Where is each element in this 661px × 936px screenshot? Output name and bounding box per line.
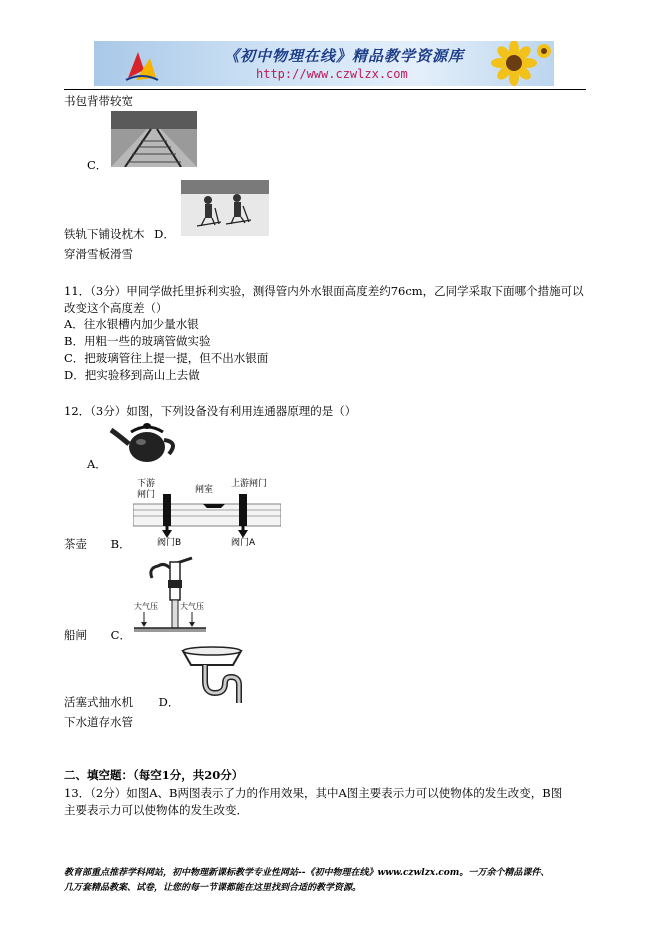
q10-option-b-text: 书包背带较宽 [64,94,133,108]
footer [64,866,604,896]
piston-pump-diagram [130,556,210,638]
q13-line1: 13．（2分）如图A、B两图表示了力的作用效果，其中A图主要表示力可以使物体的发生改变，B图 [64,786,563,800]
q12-option-c-label: C． [110,628,131,642]
q11-stem-line1: 11．（3分）甲同学做托里拆利实验，测得管内外水银面高度差约76cm，乙同学采取下面哪个措施可以 [64,284,584,298]
ship-lock-diagram [133,476,281,546]
q11-option-b: B．用粗一些的玻璃管做实验 [64,334,211,348]
q11-option-d: D．把实验移到高山上去做 [64,368,200,382]
q12-option-a-label: A． [87,457,107,471]
header-banner [94,41,554,86]
lock-label-downstream-2: 闸门 [137,490,156,500]
q12-option-b-text [64,627,131,643]
lock-label-valve-b: 阀门B [157,538,182,546]
drain-trap-diagram [181,645,243,703]
footer-line2: 几万套精品教案、试卷，让您的每一节课都能在这里找到合适的教学资源。 [64,883,362,893]
q12-option-a-text [64,536,131,552]
q11-option-a: A．往水银槽内加少量水银 [64,317,199,331]
lock-label-chamber: 闸室 [195,485,214,495]
q12-stem: 12．（3分）如图，下列设备没有利用连通器原理的是（） [64,404,357,418]
q12-option-b-caption: 船闸 [64,628,87,642]
lock-label-downstream-1: 下游 [137,479,156,489]
lock-label-valve-a: 阀门A [231,538,256,546]
q12-option-a-caption: 茶壶 [64,537,87,551]
skiing-photo [181,180,269,236]
q10-option-d-text: 穿滑雪板滑雪 [64,247,133,261]
pump-label-right: 大气压 [180,602,204,611]
header-rule [64,89,586,90]
q12-option-c-text [64,694,179,710]
sunflower-icon [484,41,554,86]
q11-stem-line2: 改变这个高度差（） [64,301,168,315]
footer-line1: 教育部重点推荐学科网站，初中物理新课标教学专业性网站--《初中物理在线》www.czwlzx.com。一万余个精品课件、 [64,868,550,878]
teapot-icon [109,420,181,466]
q12-option-b-label: B． [110,537,131,551]
q12-option-d-label: D． [158,695,180,709]
q11-option-c: C．把玻璃管往上提一提，但不出水银面 [64,351,269,365]
q10-option-c-caption: 铁轨下铺设枕木 [64,227,145,241]
banner-title: 《初中物理在线》精品教学资源库 [224,47,465,65]
section-heading: 二、填空题：（每空1分，共20分） [64,768,244,782]
q10-option-d-label: D． [154,227,175,241]
q10-option-c-label: C． [87,158,108,172]
q13-line2: 主要表示力可以使物体的发生改变． [64,803,248,817]
q12-option-c-caption: 活塞式抽水机 [64,695,133,709]
railway-photo [111,111,197,167]
q12-option-d-text: 下水道存水管 [64,715,133,729]
banner-url: http://www.czwlzx.com [256,67,408,81]
lock-label-upstream: 上游闸门 [231,479,268,489]
pump-label-left: 大气压 [134,602,158,611]
q10-option-c-text [64,226,175,242]
logo-icon [122,44,162,84]
